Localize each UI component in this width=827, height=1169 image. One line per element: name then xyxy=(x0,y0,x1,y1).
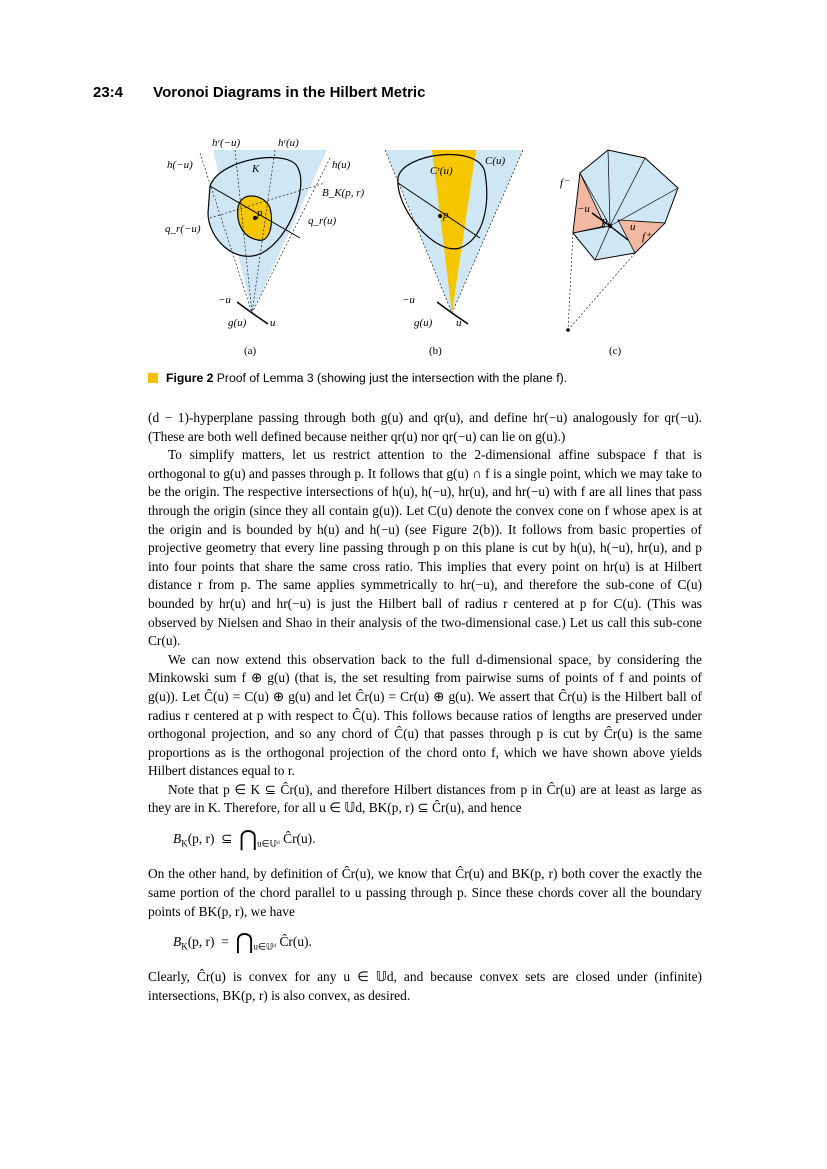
running-title: Voronoi Diagrams in the Hilbert Metric xyxy=(153,84,426,101)
panel-b xyxy=(385,150,523,357)
label-hr-neg: hʳ(−u) xyxy=(212,137,241,149)
label-f-minus: f⁻ xyxy=(560,177,569,189)
panel-c-label: (c) xyxy=(609,345,622,357)
label-neg-u-a: −u xyxy=(218,294,231,306)
label-Cr: Cʳ(u) xyxy=(430,165,453,177)
label-K: K xyxy=(252,163,260,175)
label-h-pos: h(u) xyxy=(332,159,351,171)
panel-c xyxy=(560,150,678,357)
panel-b-label: (b) xyxy=(429,345,442,357)
equation-1: $B_K(p$, r) ⊆ $⋂_{u\in 𝕌ᵈ}$ Ĉr(u). xyxy=(173,826,316,852)
label-h-neg: h(−u) xyxy=(167,159,193,171)
paragraph-3: We can now extend this observation back to the full d-dimensional space, by considering the Minkowski sum f ⊕ g(u) (that is, the set resulting from pairwise sums of points of f and points of g(u)). Let Ĉ(u) = C(u) ⊕ g(u) and let Ĉr(u) = Cr(u) ⊕ g(u). We assert that Ĉr(u) is the Hilbert ball of radius r centered at p with respect to Ĉ(u). This follows because ratios of lengths are preserved under orthogonal projection, and so any chord of Ĉ(u) that passes through p is cut by Ĉr(u) is the same proportions as is the orthogonal projection of the chord onto f, which we have shown above yields Hilbert distances equal to r. xyxy=(148,651,702,779)
label-p-b: p xyxy=(443,209,449,221)
label-qr-pos: q_r(u) xyxy=(308,215,337,227)
figure-caption xyxy=(148,371,567,385)
paragraph-6: Clearly, Ĉr(u) is convex for any u ∈ 𝕌d, and because convex sets are closed under (infinite) intersections, BK(p, r) is also convex, as desired. xyxy=(148,969,702,1003)
figure-2 xyxy=(140,128,700,368)
label-p-a: p xyxy=(257,207,263,219)
label-hr-pos: hʳ(u) xyxy=(278,137,299,149)
paragraph-5: On the other hand, by definition of Ĉr(u), we know that Ĉr(u) and BK(p, r) both cover the exactly the same portion of the chord parallel to u passing through p. Since these chords cover all the boundary points of BK(p, r), we have xyxy=(148,866,702,919)
label-p-c: p xyxy=(602,215,608,227)
label-neg-u-c: −u xyxy=(577,203,590,215)
label-gu-b: g(u) xyxy=(414,317,433,329)
label-qr-neg: q_r(−u) xyxy=(165,223,201,235)
label-neg-u-b: −u xyxy=(402,294,415,306)
page-number: 23:4 xyxy=(93,84,124,101)
label-u-c: u xyxy=(630,221,636,233)
caption-text: Proof of Lemma 3 (showing just the intersection with the plane f). xyxy=(216,371,568,385)
caption-marker xyxy=(148,373,158,383)
paragraph-2: To simplify matters, let us restrict attention to the 2-dimensional affine subspace f that is orthogonal to g(u) and passes through p. It follows that g(u) ∩ f is a single point, which we may take to be the origin. The respective intersections of h(u), h(−u), hr(u), and hr(−u) with f are all lines that pass through the origin (since they all contain g(u)). Let C(u) denote the convex cone on f whose apex is at the origin and is bounded by h(u) and h(−u) (see Figure 2(b)). It follows from basic properties of projective geometry that every line passing through p on this plane is cut by h(u), h(−u), hr(u), and p into four points that share the same cross ratio. This implies that every point on hr(u) is at Hilbert distance r from p. The same applies symmetrically to hr(−u), and therefore the sub-cone of C(u) bounded by hr(u) and hr(−u) is just the Hilbert ball of radius r centered at p for C(u). (This was observed by Nielsen and Shao in their analysis of the two-dimensional case.) Let us call this sub-cone Cr(u). xyxy=(148,447,702,649)
label-f-plus: f⁺ xyxy=(642,231,651,243)
running-header xyxy=(93,84,425,101)
label-C: C(u) xyxy=(485,155,506,167)
paragraph-1: (d − 1)-hyperplane passing through both g(u) and qr(u), and define hr(−u) analogously for qr(−u). (These are both well defined because neither qr(u) nor qr(−u) can lie on g(u).) xyxy=(148,410,702,444)
panel-a-label: (a) xyxy=(244,345,257,357)
paragraph-4: Note that p ∈ K ⊆ Ĉr(u), and therefore Hilbert distances from p in Ĉr(u) are at least as large as they are in K. Therefore, for all u ∈ 𝕌d, BK(p, r) ⊆ Ĉr(u), and hence xyxy=(148,781,702,816)
panel-a xyxy=(165,137,365,357)
label-u-b: u xyxy=(456,317,462,329)
label-BK: B_K(p, r) xyxy=(322,187,365,199)
equation-2: $B_K(p$, $r) = ⋂_{u\in 𝕌ᵈ}$ Ĉr(u). xyxy=(173,929,312,955)
label-gu-a: g(u) xyxy=(228,317,247,329)
label-u-a: u xyxy=(270,317,276,329)
body-text xyxy=(148,409,702,1006)
caption-label: Figure 2 xyxy=(166,371,214,385)
